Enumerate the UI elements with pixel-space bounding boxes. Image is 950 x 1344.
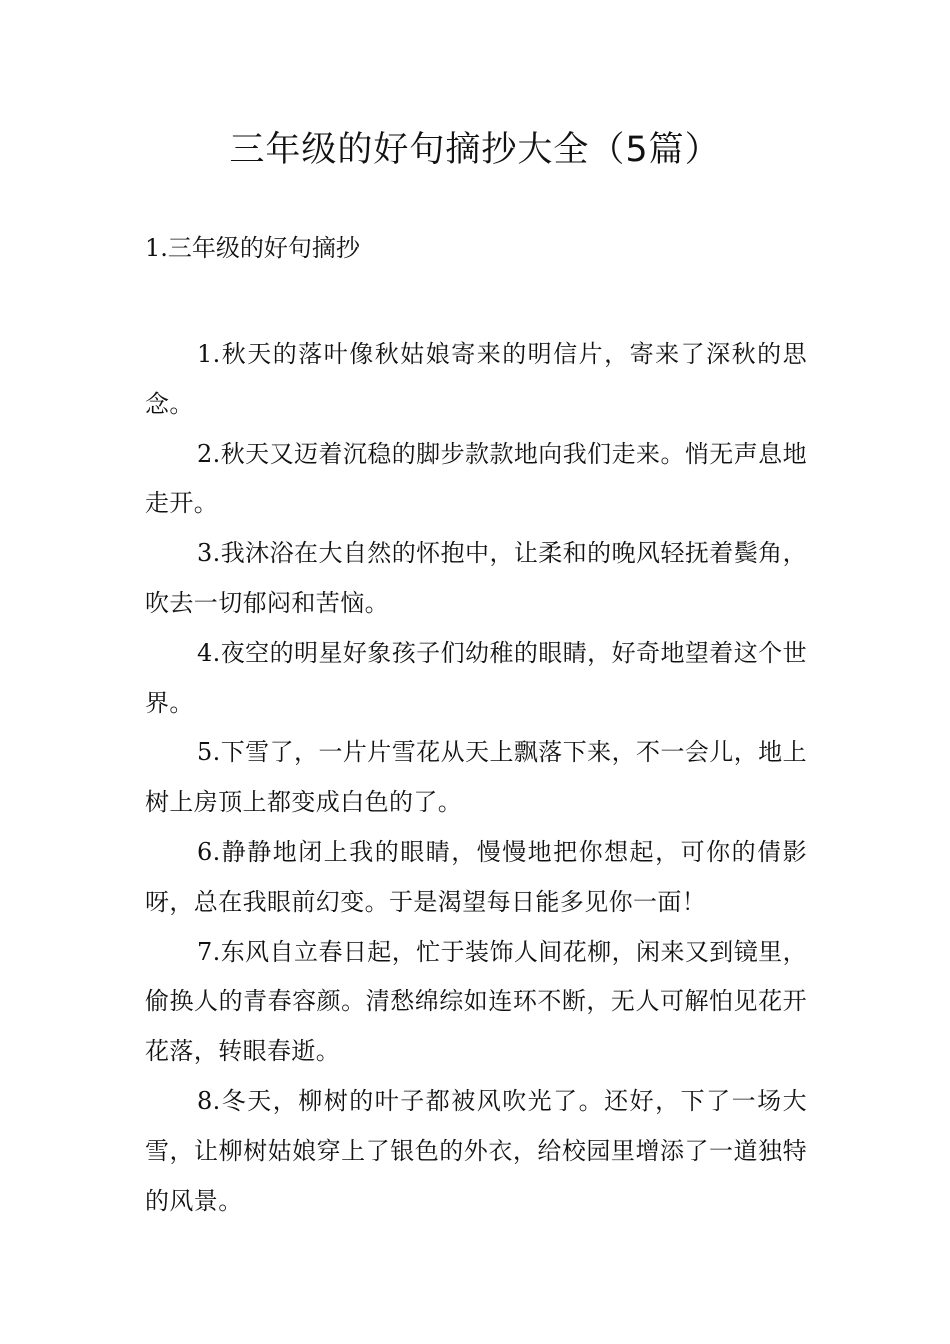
sentence-item: 7.东风自立春日起，忙于装饰人间花柳，闲来又到镜里，偷换人的青春容颜。清愁绵综如连环不断，无人可解怕见花开花落，转眼春逝。	[145, 937, 807, 1066]
sentence-item: 8.冬天，柳树的叶子都被风吹光了。还好，下了一场大雪，让柳树姑娘穿上了银色的外衣，给校园里增添了一道独特的风景。	[145, 1086, 807, 1215]
sentence-item: 6.静静地闭上我的眼睛，慢慢地把你想起，可你的倩影呀，总在我眼前幻变。于是渴望每日能多见你一面！	[145, 837, 807, 916]
page-title: 三年级的好句摘抄大全（5篇）	[229, 130, 721, 170]
sentence-item: 3.我沐浴在大自然的怀抱中，让柔和的晚风轻抚着鬓角，吹去一切郁闷和苦恼。	[145, 539, 807, 617]
sentence-item: 2.秋天又迈着沉稳的脚步款款地向我们走来。悄无声息地走开。	[145, 439, 807, 518]
sentence-item: 4.夜空的明星好象孩子们幼稚的眼睛，好奇地望着这个世界。	[145, 638, 807, 717]
sentence-item: 1.秋天的落叶像秋姑娘寄来的明信片，寄来了深秋的思念。	[145, 340, 807, 418]
sentence-item: 5.下雪了，一片片雪花从天上飘落下来，不一会儿，地上树上房顶上都变成白色的了。	[145, 738, 807, 817]
section-heading: 1.三年级的好句摘抄	[145, 234, 360, 262]
sentence-list	[145, 330, 807, 1226]
